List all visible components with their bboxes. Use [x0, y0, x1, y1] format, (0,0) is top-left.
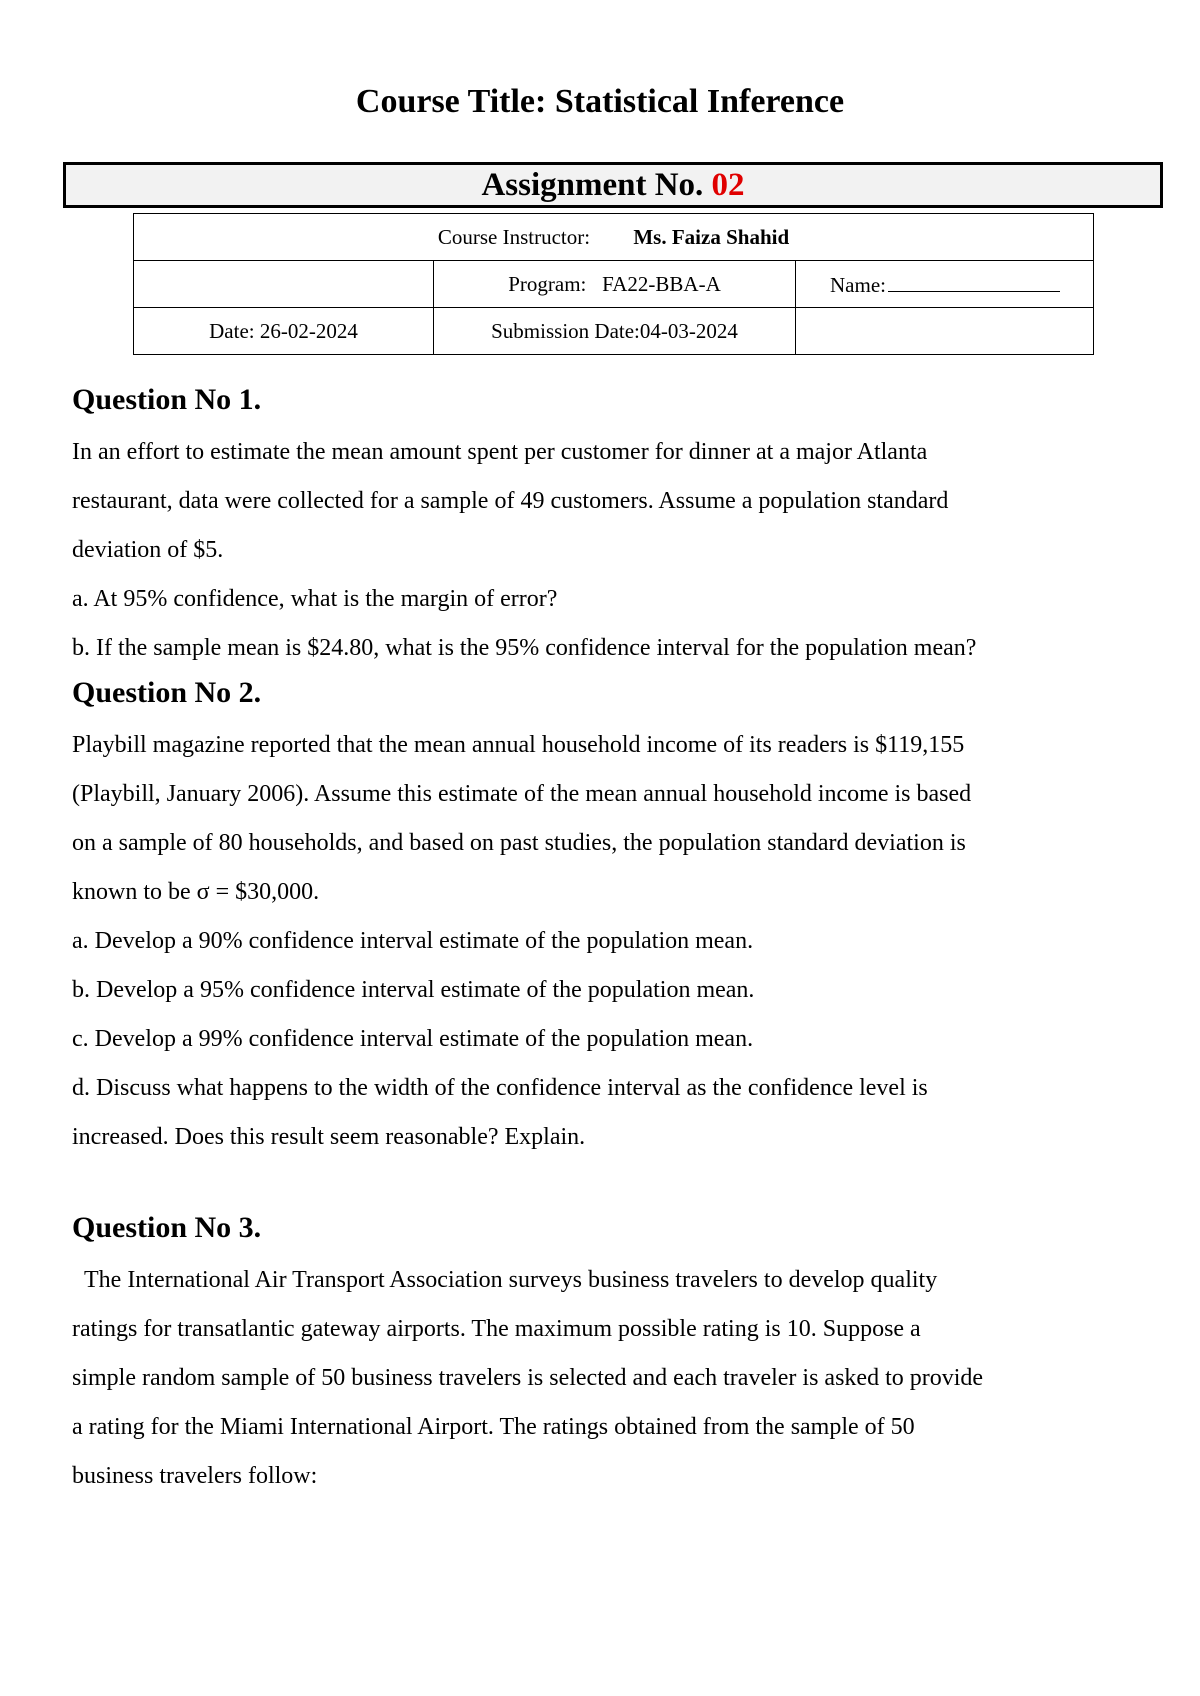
program-cell [434, 261, 796, 308]
date-value: Date: 26-02-2024 [209, 318, 358, 343]
question-heading: Question No 3. [72, 1211, 262, 1244]
question-line: increased. Does this result seem reasonable? Explain. [72, 1124, 586, 1150]
submission-cell [434, 308, 796, 355]
question-line: In an effort to estimate the mean amount spent per customer for dinner at a major Atlanta [72, 439, 928, 465]
instructor-cell [134, 214, 1094, 261]
question-line: a rating for the Miami International Airport. The ratings obtained from the sample of 50 [72, 1414, 915, 1440]
assignment-header [63, 162, 1163, 208]
assignment-label: Assignment No. [481, 167, 704, 203]
question-line: (Playbill, January 2006). Assume this estimate of the mean annual household income is based [72, 781, 972, 807]
submission-date-value: Submission Date:04-03-2024 [491, 318, 738, 343]
question-line: Playbill magazine reported that the mean annual household income of its readers is $119,155 [72, 732, 965, 758]
date-row [134, 308, 1094, 355]
question-line: restaurant, data were collected for a sample of 49 customers. Assume a population standard [72, 488, 949, 514]
program-row [134, 261, 1094, 308]
question-line: known to be σ = $30,000. [72, 879, 320, 905]
course-title: Course Title: Statistical Inference [355, 83, 845, 120]
course-info-table [133, 213, 1094, 355]
empty-cell [134, 261, 434, 308]
instructor-row [134, 214, 1094, 261]
question-line: a. At 95% confidence, what is the margin of error? [72, 586, 558, 612]
question-2 [72, 673, 1152, 1162]
question-heading: Question No 1. [72, 383, 262, 416]
name-label: Name: [830, 272, 886, 297]
questions-section [72, 380, 1152, 1501]
question-line: a. Develop a 90% confidence interval estimate of the population mean. [72, 928, 754, 954]
name-cell [796, 261, 1094, 308]
name-blank-line [888, 271, 1060, 292]
question-line: deviation of $5. [72, 537, 224, 563]
question-heading: Question No 2. [72, 676, 262, 709]
question-line: c. Develop a 99% confidence interval estimate of the population mean. [72, 1026, 754, 1052]
question-line: ratings for transatlantic gateway airports. The maximum possible rating is 10. Suppose a [72, 1316, 921, 1342]
question-line: b. Develop a 95% confidence interval estimate of the population mean. [72, 977, 755, 1003]
question-line: simple random sample of 50 business travelers is selected and each traveler is asked to provide [72, 1365, 984, 1391]
empty-cell [796, 308, 1094, 355]
question-line: on a sample of 80 households, and based on past studies, the population standard deviation is [72, 830, 966, 856]
instructor-label: Course Instructor: [437, 224, 591, 249]
instructor-name: Ms. Faiza Shahid [633, 224, 790, 249]
question-line: d. Discuss what happens to the width of the confidence interval as the confidence level is [72, 1075, 928, 1101]
program-value: Program: FA22-BBA-A [508, 271, 721, 296]
date-cell [134, 308, 434, 355]
question-3 [72, 1208, 1152, 1501]
assignment-number: 02 [711, 167, 745, 203]
question-line: b. If the sample mean is $24.80, what is the 95% confidence interval for the population mean? [72, 635, 977, 661]
question-line: business travelers follow: [72, 1463, 318, 1489]
question-line: The International Air Transport Association surveys business travelers to develop quality [84, 1267, 938, 1293]
question-1 [72, 380, 1152, 673]
